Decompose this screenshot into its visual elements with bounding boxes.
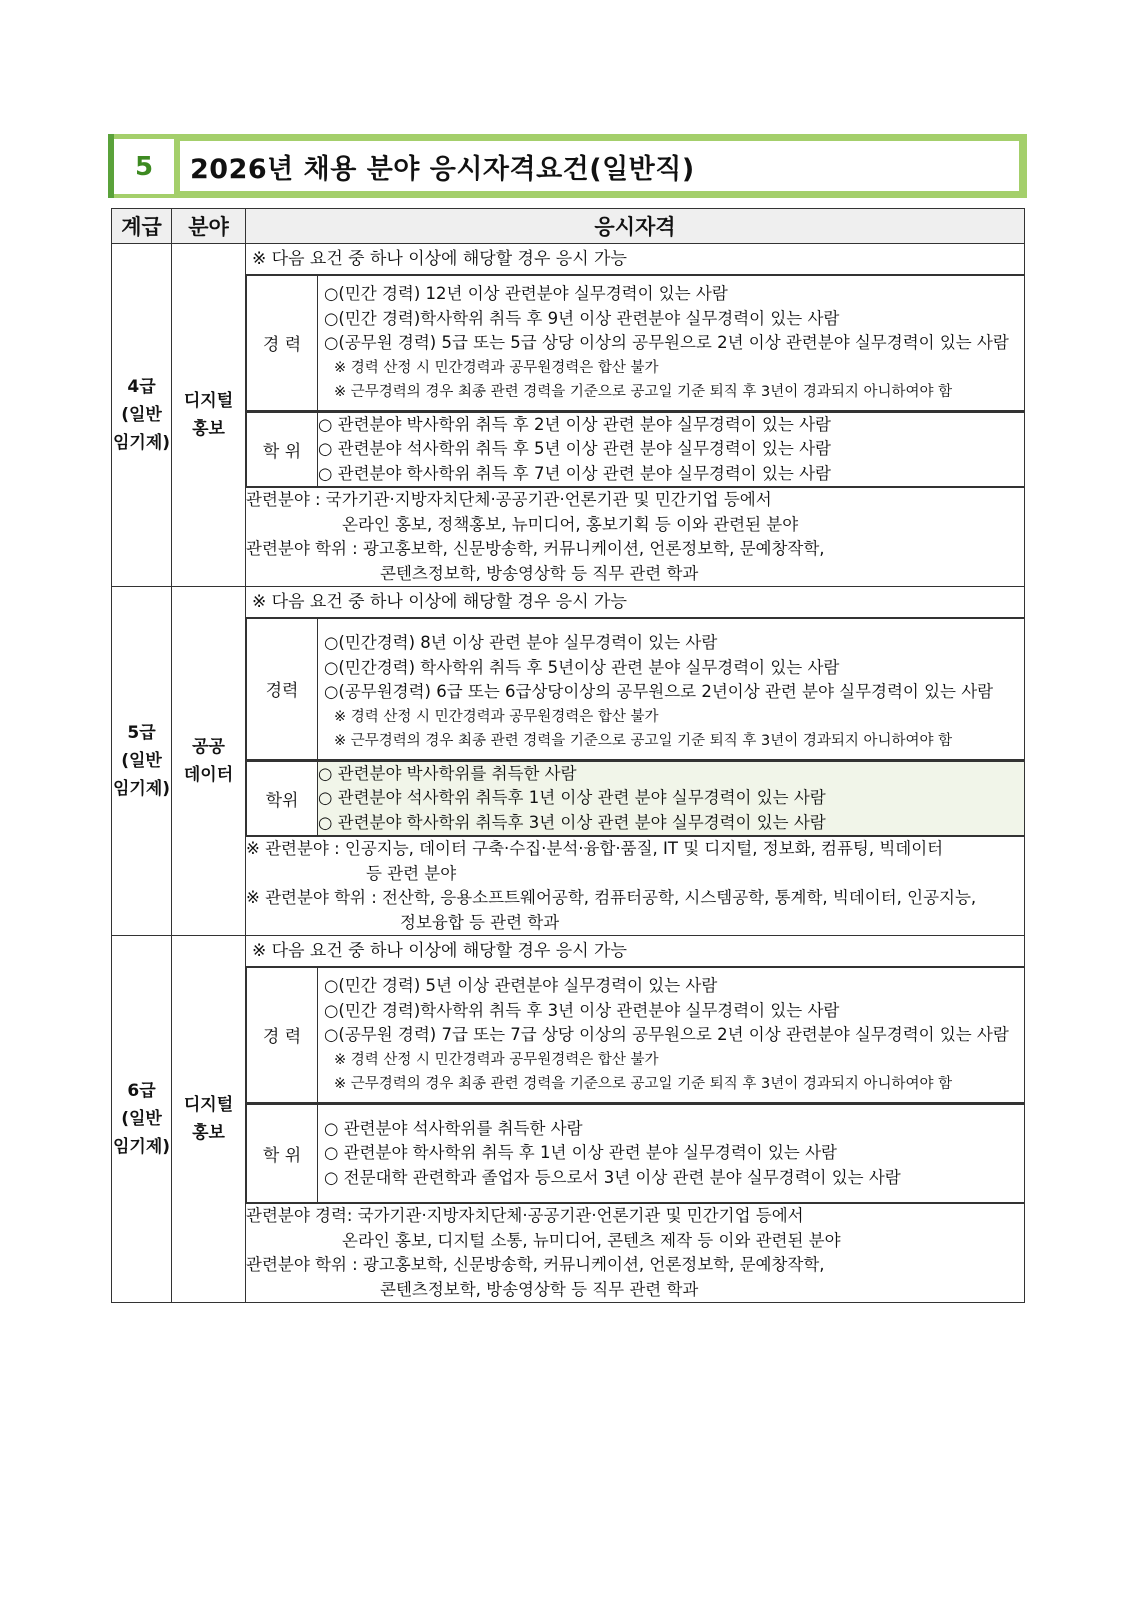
- career-items: [318, 968, 1025, 1103]
- grade-line: 임기제): [112, 779, 171, 799]
- degree-cell: [246, 411, 1025, 488]
- degree-item: ○ 관련분야 석사학위를 취득한 사람: [324, 1118, 583, 1138]
- related-row: [112, 837, 1025, 936]
- career-item: ○(공무원 경력) 7급 또는 7급 상당 이상의 공무원으로 2년 이상 관련분야 실무경력이 있는 사람: [324, 1025, 1009, 1044]
- section-title: 2026년 채용 분야 응시자격요건(일반직): [180, 141, 1019, 191]
- career-row: [112, 618, 1025, 761]
- notice-text: ※ 다음 요건 중 하나 이상에 해당할 경우 응시 가능: [246, 936, 1025, 967]
- related-row: [112, 488, 1025, 587]
- field-line: 홍보: [192, 1123, 225, 1143]
- grade-cell: [112, 936, 172, 1303]
- career-note: ※ 경력 산정 시 민간경력과 공무원경력은 합산 불가: [334, 708, 659, 725]
- degree-item: ○ 관련분야 석사학위 취득후 1년 이상 관련 분야 실무경력이 있는 사람: [318, 788, 826, 807]
- career-item: ○(민간 경력)학사학위 취득 후 3년 이상 관련분야 실무경력이 있는 사람: [324, 1000, 840, 1020]
- career-note: ※ 경력 산정 시 민간경력과 공무원경력은 합산 불가: [334, 359, 659, 376]
- section-header: [108, 134, 1027, 198]
- section-number: 5: [114, 139, 174, 194]
- career-row: [112, 275, 1025, 412]
- career-note: ※ 근무경력의 경우 최종 관련 경력을 기준으로 공고일 기준 퇴직 후 3년이 경과되지 아니하여야 함: [334, 1075, 953, 1092]
- degree-inner-table: [246, 1104, 1024, 1204]
- career-items: [318, 619, 1025, 760]
- related-line: 정보융합 등 관련 학과: [400, 912, 560, 932]
- related-line: 등 관련 분야: [366, 863, 457, 883]
- grade-cell: [112, 244, 172, 587]
- related-line: 관련분야 : 국가기관·지방자치단체·공공기관·언론기관 및 민간기업 등에서: [246, 490, 772, 509]
- degree-item: ○ 관련분야 박사학위 취득 후 2년 이상 관련 분야 실무경력이 있는 사람: [318, 414, 831, 434]
- header-qualification: 응시자격: [246, 209, 1025, 244]
- degree-item: ○ 관련분야 학사학위 취득후 3년 이상 관련 분야 실무경력이 있는 사람: [318, 812, 826, 832]
- field-line: 데이터: [183, 765, 234, 785]
- degree-item: ○ 관련분야 박사학위를 취득한 사람: [318, 763, 577, 783]
- requirements-table: [111, 208, 1025, 1303]
- career-label: 경 력: [247, 968, 318, 1103]
- degree-row: [112, 760, 1025, 837]
- related-line: 관련분야 학위 : 광고홍보학, 신문방송학, 커뮤니케이션, 언론정보학, 문예창작학,: [246, 1255, 825, 1274]
- field-line: 디지털: [183, 391, 234, 411]
- notice-row: [112, 244, 1025, 275]
- header-field: 분야: [172, 209, 246, 244]
- degree-cell: [246, 1103, 1025, 1204]
- grade-line: (일반: [121, 751, 162, 771]
- degree-row: [112, 411, 1025, 488]
- related-line: 온라인 홍보, 정책홍보, 뉴미디어, 홍보기획 등 이와 관련된 분야: [342, 514, 799, 534]
- notice-text: ※ 다음 요건 중 하나 이상에 해당할 경우 응시 가능: [246, 587, 1025, 618]
- related-fields: [246, 837, 1025, 936]
- grade-line: 6급: [127, 1081, 156, 1101]
- degree-item: ○ 전문대학 관련학과 졸업자 등으로서 3년 이상 관련 분야 실무경력이 있는 사람: [324, 1167, 901, 1187]
- career-item: ○(공무원 경력) 5급 또는 5급 상당 이상의 공무원으로 2년 이상 관련분야 실무경력이 있는 사람: [324, 333, 1009, 352]
- grade-cell: [112, 587, 172, 936]
- grade-line: 임기제): [112, 433, 171, 453]
- related-line: 관련분야 학위 : 광고홍보학, 신문방송학, 커뮤니케이션, 언론정보학, 문예창작학,: [246, 539, 825, 558]
- grade-line: 5급: [127, 723, 156, 743]
- degree-label: 학위: [247, 761, 318, 836]
- related-line: ※ 관련분야 학위 : 전산학, 응용소프트웨어공학, 컴퓨터공학, 시스템공학, 통계학, 빅데이터, 인공지능,: [246, 888, 977, 907]
- career-note: ※ 근무경력의 경우 최종 관련 경력을 기준으로 공고일 기준 퇴직 후 3년이 경과되지 아니하여야 함: [334, 732, 953, 749]
- field-cell: [172, 244, 246, 587]
- header-grade: 계급: [112, 209, 172, 244]
- grade-line: (일반: [121, 405, 162, 425]
- related-line: 온라인 홍보, 디지털 소통, 뉴미디어, 콘텐츠 제작 등 이와 관련된 분야: [342, 1230, 841, 1250]
- degree-item: ○ 관련분야 학사학위 취득 후 1년 이상 관련 분야 실무경력이 있는 사람: [324, 1143, 837, 1162]
- career-note: ※ 근무경력의 경우 최종 관련 경력을 기준으로 공고일 기준 퇴직 후 3년이 경과되지 아니하여야 함: [334, 383, 953, 400]
- notice-row: [112, 587, 1025, 618]
- field-cell: [172, 587, 246, 936]
- career-inner-table: [246, 618, 1024, 760]
- degree-cell: [246, 760, 1025, 837]
- career-item: ○(공무원경력) 6급 또는 6급상당이상의 공무원으로 2년이상 관련 분야 실무경력이 있는 사람: [324, 682, 994, 701]
- degree-row: [112, 1103, 1025, 1204]
- field-line: 디지털: [183, 1095, 234, 1115]
- degree-item: ○ 관련분야 학사학위 취득 후 7년 이상 관련 분야 실무경력이 있는 사람: [318, 463, 831, 483]
- related-line: 콘텐츠정보학, 방송영상학 등 직무 관련 학과: [380, 1279, 699, 1299]
- degree-inner-table: [246, 412, 1024, 488]
- field-cell: [172, 936, 246, 1303]
- related-line: ※ 관련분야 : 인공지능, 데이터 구축·수집·분석·융합·품질, IT 및 디지털, 정보화, 컴퓨팅, 빅데이터: [246, 839, 944, 858]
- field-line: 홍보: [192, 419, 225, 439]
- career-label: 경 력: [247, 276, 318, 411]
- notice-text: ※ 다음 요건 중 하나 이상에 해당할 경우 응시 가능: [246, 244, 1025, 275]
- field-line: 공공: [192, 737, 225, 757]
- career-label: 경력: [247, 619, 318, 760]
- career-item: ○(민간 경력) 12년 이상 관련분야 실무경력이 있는 사람: [324, 284, 728, 303]
- career-item: ○(민간 경력)학사학위 취득 후 9년 이상 관련분야 실무경력이 있는 사람: [324, 308, 840, 328]
- degree-items: [318, 412, 1025, 487]
- related-line: 관련분야 경력: 국가기관·지방자치단체·공공기관·언론기관 및 민간기업 등에서: [246, 1206, 804, 1225]
- related-fields: [246, 488, 1025, 587]
- career-note: ※ 경력 산정 시 민간경력과 공무원경력은 합산 불가: [334, 1051, 659, 1068]
- career-item: ○(민간경력) 학사학위 취득 후 5년이상 관련 분야 실무경력이 있는 사람: [324, 657, 840, 677]
- career-row: [112, 967, 1025, 1104]
- notice-row: [112, 936, 1025, 967]
- related-fields: [246, 1204, 1025, 1303]
- career-item: ○(민간 경력) 5년 이상 관련분야 실무경력이 있는 사람: [324, 976, 718, 995]
- career-item: ○(민간경력) 8년 이상 관련 분야 실무경력이 있는 사람: [324, 633, 718, 652]
- degree-item: ○ 관련분야 석사학위 취득 후 5년 이상 관련 분야 실무경력이 있는 사람: [318, 439, 831, 458]
- degree-items: [318, 1104, 1025, 1203]
- career-cell: [246, 618, 1025, 761]
- career-cell: [246, 967, 1025, 1104]
- career-inner-table: [246, 275, 1024, 411]
- degree-items: [318, 761, 1025, 836]
- grade-line: (일반: [121, 1109, 162, 1129]
- degree-inner-table: [246, 761, 1024, 837]
- table-header-row: [112, 209, 1025, 244]
- grade-line: 4급: [127, 377, 156, 397]
- career-items: [318, 276, 1025, 411]
- degree-label: 학 위: [247, 412, 318, 487]
- grade-line: 임기제): [112, 1137, 171, 1157]
- related-line: 콘텐츠정보학, 방송영상학 등 직무 관련 학과: [380, 563, 699, 583]
- career-cell: [246, 275, 1025, 412]
- degree-label: 학 위: [247, 1104, 318, 1203]
- related-row: [112, 1204, 1025, 1303]
- career-inner-table: [246, 967, 1024, 1103]
